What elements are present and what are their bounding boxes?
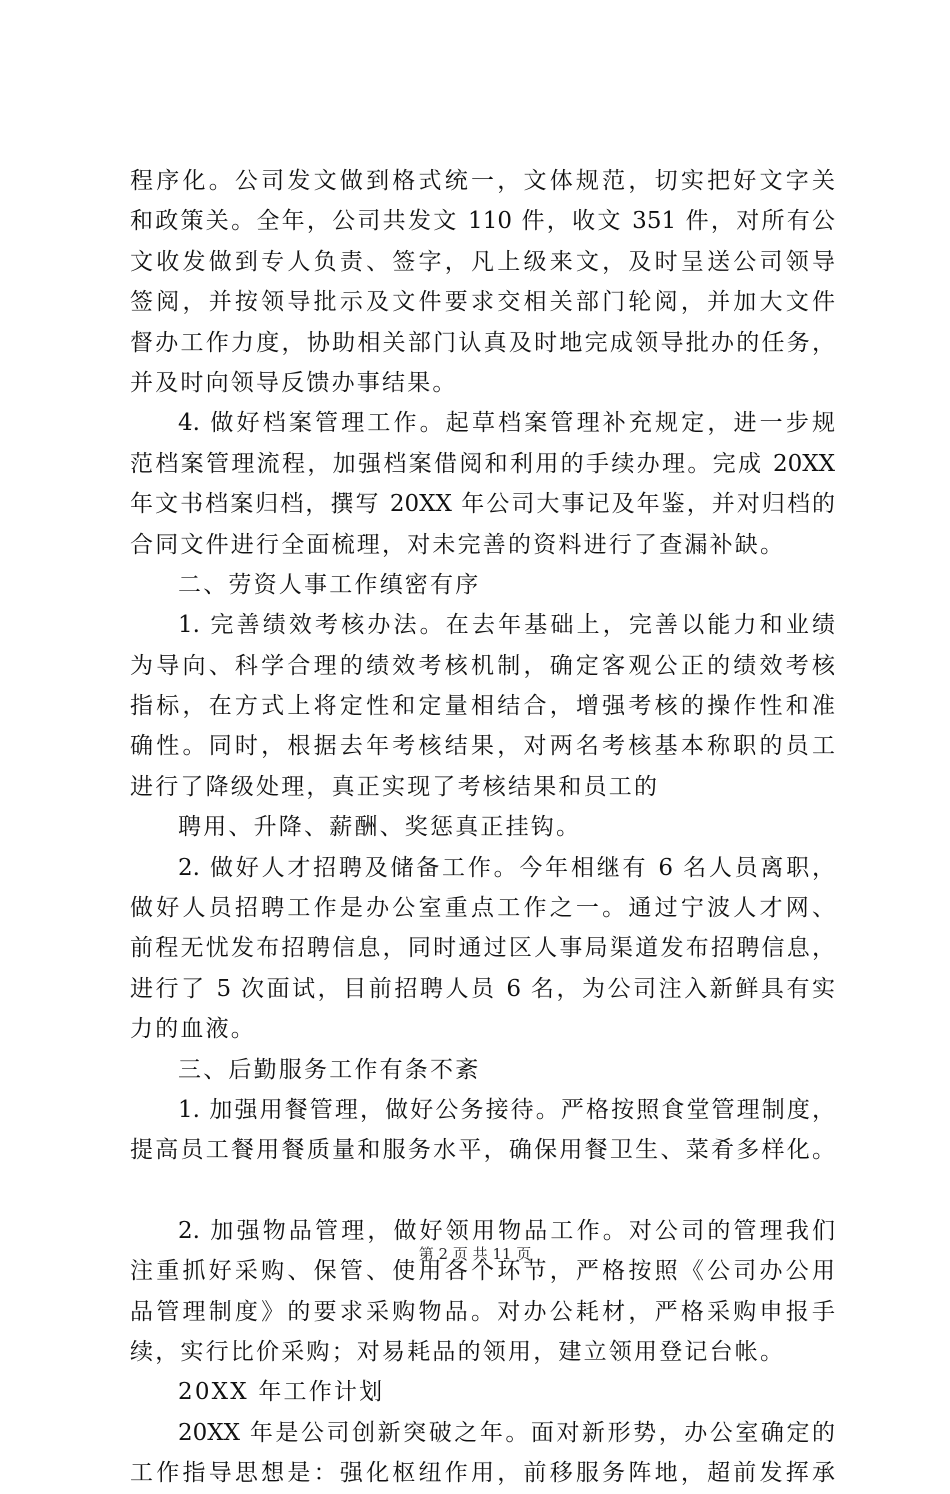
body-line: 提高员工餐用餐质量和服务水平，确保用餐卫生、菜肴多样化。: [130, 1137, 835, 1164]
body-line: 20XX 年是公司创新突破之年。面对新形势，办公室确定的: [178, 1419, 835, 1446]
body-line: 范档案管理流程，加强档案借阅和利用的手续办理。完成 20XX: [130, 450, 835, 477]
body-line: 工作指导思想是：强化枢纽作用，前移服务阵地，超前发挥承: [130, 1460, 835, 1487]
body-line: 督办工作力度，协助相关部门认真及时地完成领导批办的任务，: [130, 329, 835, 356]
section-heading: 三、后勤服务工作有条不紊: [178, 1056, 481, 1083]
body-line: 和政策关。全年，公司共发文 110 件，收文 351 件，对所有公: [130, 208, 835, 235]
body-line: 注重抓好采购、保管、使用各个环节，严格按照《公司办公用: [130, 1258, 835, 1285]
body-line: 2. 加强物品管理，做好领用物品工作。对公司的管理我们: [178, 1217, 835, 1244]
body-line: 合同文件进行全面梳理，对未完善的资料进行了查漏补缺。: [130, 531, 786, 558]
body-line: 指标，在方式上将定性和定量相结合，增强考核的操作性和准: [130, 693, 835, 720]
body-line: 品管理制度》的要求采购物品。对办公耗材，严格采购申报手: [130, 1298, 835, 1325]
body-line: 1. 加强用餐管理，做好公务接待。严格按照食堂管理制度，: [178, 1096, 835, 1123]
document-body: [130, 161, 835, 1494]
body-line: 签阅，并按领导批示及文件要求交相关部门轮阅，并加大文件: [130, 289, 835, 316]
body-line: 文收发做到专人负责、签字，凡上级来文，及时呈送公司领导: [130, 248, 835, 275]
body-line: 1. 完善绩效考核办法。在去年基础上，完善以能力和业绩: [178, 612, 835, 639]
body-line: 前程无忧发布招聘信息，同时通过区人事局渠道发布招聘信息，: [130, 935, 835, 962]
section-heading: 20XX 年工作计划: [178, 1379, 385, 1406]
body-line: 进行了降级处理，真正实现了考核结果和员工的: [130, 773, 660, 800]
body-line: 做好人员招聘工作是办公室重点工作之一。通过宁波人才网、: [130, 895, 835, 922]
paragraph-gap: [130, 1171, 835, 1211]
body-line: 程序化。公司发文做到格式统一，文体规范，切实把好文字关: [130, 168, 835, 194]
body-line: 年文书档案归档，撰写 20XX 年公司大事记及年鉴，并对归档的: [130, 491, 835, 518]
body-line: 为导向、科学合理的绩效考核机制，确定客观公正的绩效考核: [130, 652, 835, 679]
body-line: 并及时向领导反馈办事结果。: [130, 369, 458, 396]
section-heading: 二、劳资人事工作缜密有序: [178, 571, 481, 598]
body-line: 力的血液。: [130, 1016, 256, 1043]
body-line: 2. 做好人才招聘及储备工作。今年相继有 6 名人员离职，: [178, 854, 835, 881]
body-line: 进行了 5 次面试，目前招聘人员 6 名，为公司注入新鲜具有实: [130, 975, 835, 1002]
page-number-footer: 第 2 页 共 11 页: [418, 1245, 532, 1263]
body-line: 续，实行比价采购；对易耗品的领用，建立领用登记台帐。: [130, 1338, 786, 1365]
body-line: 确性。同时，根据去年考核结果，对两名考核基本称职的员工: [130, 733, 835, 760]
body-line: 4. 做好档案管理工作。起草档案管理补充规定，进一步规: [178, 410, 835, 437]
body-line: 聘用、升降、薪酬、奖惩真正挂钩。: [178, 814, 582, 841]
